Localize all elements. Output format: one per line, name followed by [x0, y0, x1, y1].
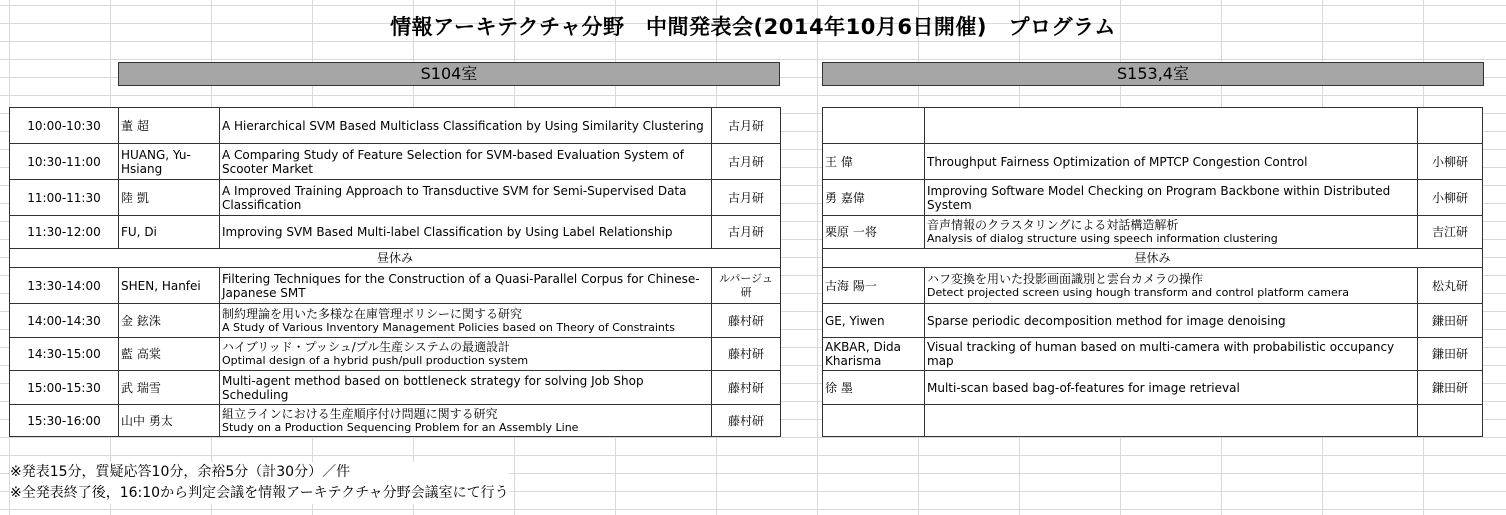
lab-cell: 古月研 [712, 108, 781, 144]
lunch-break-label: 昼休み [823, 249, 1483, 268]
table-row [823, 304, 1483, 338]
presenter-cell: 金 鉉洙 [119, 304, 220, 338]
talk-title-ja: ハフ変換を用いた投影画面識別と雲台カメラの操作 [927, 271, 1204, 286]
lunch-break-row [823, 249, 1483, 268]
lab-cell: 松丸研 [1418, 268, 1483, 304]
table-row [823, 144, 1483, 180]
talk-title-en: Analysis of dialog structure using speech information clustering [927, 232, 1278, 245]
presenter-cell: 藍 高棠 [119, 338, 220, 371]
lunch-break-label: 昼休み [10, 249, 781, 268]
presenter-cell [823, 405, 925, 437]
time-cell: 15:00-15:30 [10, 371, 119, 405]
talk-title-cell: Improving SVM Based Multi-label Classification by Using Label Relationship [220, 216, 712, 249]
presenter-cell: GE, Yiwen [823, 304, 925, 338]
lab-cell: 古月研 [712, 144, 781, 180]
talk-title-cell: Multi-scan based bag-of-features for image retrieval [925, 371, 1418, 405]
presenter-cell: 徐 墨 [823, 371, 925, 405]
presenter-cell [823, 108, 925, 144]
table-row [10, 304, 781, 338]
talk-title-cell: A Improved Training Approach to Transductive SVM for Semi-Supervised Data Classification [220, 180, 712, 216]
lab-cell: 藤村研 [712, 371, 781, 405]
talk-title-cell: A Hierarchical SVM Based Multiclass Classification by Using Similarity Clustering [220, 108, 712, 144]
talk-title-cell: Throughput Fairness Optimization of MPTCP Congestion Control [925, 144, 1418, 180]
table-row [10, 216, 781, 249]
presenter-cell: FU, Di [119, 216, 220, 249]
page-title: 情報アーキテクチャ分野 中間発表会(2014年10月6日開催) プログラム [390, 15, 1116, 39]
lab-cell [1418, 405, 1483, 437]
talk-title-en: A Study of Various Inventory Management Policies based on Theory of Constraints [222, 320, 675, 334]
table-row [10, 180, 781, 216]
schedule-table-left [9, 107, 781, 437]
presenter-cell: HUANG, Yu-Hsiang [119, 144, 220, 180]
presenter-cell: 勇 嘉偉 [823, 180, 925, 216]
talk-title-ja: 音声情報のクラスタリングによる対話構造解析 [927, 218, 1179, 232]
talk-title-cell: Sparse periodic decomposition method for image denoising [925, 304, 1418, 338]
talk-title-cell [220, 338, 712, 371]
time-cell: 10:00-10:30 [10, 108, 119, 144]
table-row [10, 338, 781, 371]
room-header-right: S153,4室 [822, 62, 1484, 86]
talk-title-en: Study on a Production Sequencing Problem for an Assembly Line [222, 420, 579, 434]
lab-cell: 古月研 [712, 216, 781, 249]
talk-title-ja: 制約理論を用いた多様な在庫管理ポリシーに関する研究 [222, 306, 523, 321]
lab-cell: 小柳研 [1418, 180, 1483, 216]
talk-title-ja: 組立ラインにおける生産順序付け問題に関する研究 [222, 406, 498, 421]
table-row [823, 371, 1483, 405]
time-cell: 14:30-15:00 [10, 338, 119, 371]
talk-title-cell: A Comparing Study of Feature Selection for SVM-based Evaluation System of Scooter Market [220, 144, 712, 180]
footnotes [10, 462, 509, 504]
lab-cell: 藤村研 [712, 405, 781, 437]
table-row [823, 268, 1483, 304]
talk-title-cell: Improving Software Model Checking on Program Backbone within Distributed System [925, 180, 1418, 216]
table-row [10, 268, 781, 304]
room-header-left: S104室 [118, 62, 780, 86]
presenter-cell: AKBAR, Dida Kharisma [823, 338, 925, 371]
lab-cell: ルパージュ研 [712, 268, 781, 304]
talk-title-cell: Filtering Techniques for the Construction of a Quasi-Parallel Corpus for Chinese-Japanese SMT [220, 268, 712, 304]
table-row [823, 405, 1483, 437]
talk-title-cell [925, 216, 1418, 249]
talk-title-cell: Visual tracking of human based on multi-camera with probabilistic occupancy map [925, 338, 1418, 371]
lab-cell: 鎌田研 [1418, 338, 1483, 371]
presenter-cell: 武 瑞雪 [119, 371, 220, 405]
talk-title-cell: Multi-agent method based on bottleneck strategy for solving Job Shop Scheduling [220, 371, 712, 405]
time-cell: 11:30-12:00 [10, 216, 119, 249]
talk-title-cell [220, 405, 712, 437]
lab-cell: 小柳研 [1418, 144, 1483, 180]
time-cell: 10:30-11:00 [10, 144, 119, 180]
presenter-cell: 古海 陽一 [823, 268, 925, 304]
talk-title-cell [220, 304, 712, 338]
lunch-break-row [10, 249, 781, 268]
presenter-cell: 陸 凱 [119, 180, 220, 216]
presenter-cell: 山中 勇太 [119, 405, 220, 437]
time-cell: 11:00-11:30 [10, 180, 119, 216]
table-row [823, 338, 1483, 371]
talk-title-ja: ハイブリッド・プッシュ/プル生産システムの最適設計 [222, 340, 510, 354]
lab-cell: 藤村研 [712, 304, 781, 338]
talk-title-cell [925, 268, 1418, 304]
talk-title-cell [925, 405, 1418, 437]
table-row [823, 180, 1483, 216]
presenter-cell: SHEN, Hanfei [119, 268, 220, 304]
lab-cell: 藤村研 [712, 338, 781, 371]
lab-cell: 吉江研 [1418, 216, 1483, 249]
footnote-line: ※全発表終了後，16:10から判定会議を情報アーキテクチャ分野会議室にて行う [10, 485, 509, 501]
presenter-cell: 王 偉 [823, 144, 925, 180]
talk-title-en: Detect projected screen using hough transform and control platform camera [927, 285, 1350, 299]
schedule-table-right [822, 107, 1483, 437]
table-row [10, 371, 781, 405]
presenter-cell: 栗原 一将 [823, 216, 925, 249]
table-row [10, 405, 781, 437]
table-row [10, 144, 781, 180]
talk-title-cell [925, 108, 1418, 144]
time-cell: 14:00-14:30 [10, 304, 119, 338]
lab-cell [1418, 108, 1483, 144]
table-row [10, 108, 781, 144]
lab-cell: 古月研 [712, 180, 781, 216]
time-cell: 15:30-16:00 [10, 405, 119, 437]
footnote-line: ※発表15分，質疑応答10分，余裕5分（計30分）／件 [10, 464, 351, 480]
time-cell: 13:30-14:00 [10, 268, 119, 304]
talk-title-en: Optimal design of a hybrid push/pull production system [222, 354, 529, 367]
lab-cell: 鎌田研 [1418, 304, 1483, 338]
table-row [823, 108, 1483, 144]
lab-cell: 鎌田研 [1418, 371, 1483, 405]
presenter-cell: 董 超 [119, 108, 220, 144]
table-row [823, 216, 1483, 249]
